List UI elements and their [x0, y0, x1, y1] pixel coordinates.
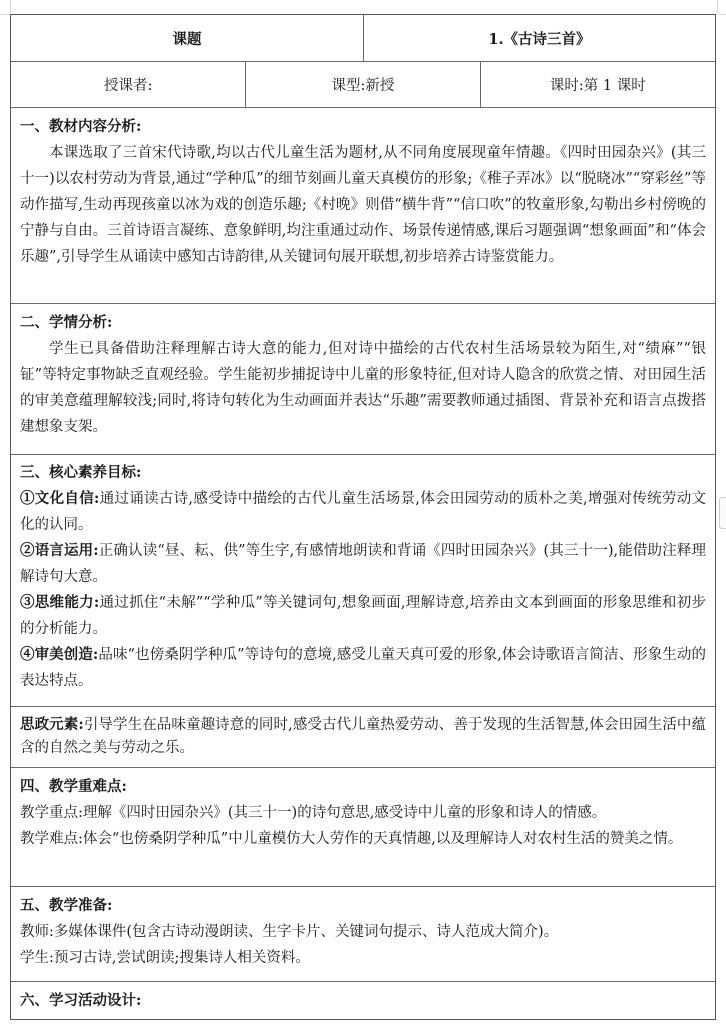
- section-heading: 二、学情分析:: [20, 314, 113, 331]
- section-heading: 四、教学重难点:: [20, 778, 127, 795]
- goal-text: 正确认读“昼、耘、供”等生字,有感情地朗读和背诵《四时田园杂兴》(其三十一),能借助注释理解诗句大意。: [20, 543, 707, 585]
- page-corner-left: [0, 0, 11, 15]
- lesson-period-field: 课时:第 1 课时: [480, 62, 715, 107]
- title-row: [11, 15, 715, 62]
- section-key-points: [11, 768, 715, 887]
- teaching-difficulty: 教学难点:体会“也傍桑阴学种瓜”中儿童模仿大人劳作的天真情趣,以及理解诗人对农村生活的赞美之情。: [20, 831, 683, 847]
- goal-item: [20, 538, 706, 590]
- section-preparation: [11, 887, 715, 982]
- lesson-plan-table: [10, 14, 716, 1020]
- meta-row: [11, 62, 715, 108]
- goal-item: [20, 642, 706, 694]
- page-corner-right: [717, 0, 726, 15]
- goal-item: [20, 486, 706, 538]
- teaching-focus: 教学重点:理解《四时田园杂兴》(其三十一)的诗句意思,感受诗中儿童的形象和诗人的情感。: [20, 805, 607, 821]
- section-core-goals: [11, 455, 715, 707]
- goal-text: 通过抓住“未解”“学种瓜”等关键词句,想象画面,理解诗意,培养由文本到画面的形象思维和初步的分析能力。: [20, 595, 706, 637]
- section-heading: 五、教学准备:: [20, 897, 113, 914]
- teacher-preparation: 教师:多媒体课件(包含古诗动漫朗读、生字卡片、关键词句提示、诗人范成大简介)。: [20, 924, 559, 940]
- goal-text: 通过诵读古诗,感受诗中描绘的古代儿童生活场景,体会田园劳动的质朴之美,增强对传统劳动文化的认同。: [20, 491, 706, 533]
- section-heading: 六、学习活动设计:: [20, 992, 142, 1009]
- section-activities: [11, 982, 715, 1019]
- ideology-label: 思政元素:: [20, 716, 84, 733]
- section-ideology: [11, 707, 715, 768]
- section-content-analysis: [11, 108, 715, 304]
- lesson-type-field: 课型:新授: [245, 62, 479, 107]
- section-heading: 一、教材内容分析:: [20, 118, 142, 135]
- teacher-field: 授课者:: [103, 78, 153, 94]
- lesson-title-value: 1.《古诗三首》: [363, 15, 715, 61]
- goal-item: [20, 590, 706, 642]
- section-student-analysis: [11, 304, 715, 455]
- ideology-paragraph: [20, 713, 706, 760]
- section-heading: 三、核心素养目标:: [20, 464, 142, 481]
- goal-label: ③思维能力:: [20, 594, 100, 611]
- goal-label: ①文化自信:: [20, 490, 100, 507]
- goal-text: 品味“也傍桑阴学种瓜”等诗句的意境,感受儿童天真可爱的形象,体会诗歌语言简洁、形象生动的表达特点。: [20, 647, 706, 689]
- lesson-title-label: 课题: [172, 30, 202, 48]
- section-body: 本课选取了三首宋代诗歌,均以古代儿童生活为题材,从不同角度展现童年情趣。《四时田园杂兴》(其三十一)以农村劳动为背景,通过“学种瓜”的细节刻画儿童天真模仿的形象;《稚子弄冰》以“脱晓冰”“穿彩丝”等动作描写,生动再现孩童以冰为戏的创造乐趣;《村晚》则借“横牛背”“信口吹”的牧童形象,勾勒出乡村傍晚的宁静与自由。三首诗语言凝练、意象鲜明,均注重通过动作、场景传递情感,课后习题强调“想象画面”和“体会乐趣”,引导学生从诵读中感知古诗韵律,从关键词句展开联想,初步培养古诗鉴赏能力。: [20, 145, 706, 265]
- goal-label: ②语言运用:: [20, 542, 99, 559]
- ideology-text: 引导学生在品味童趣诗意的同时,感受古代儿童热爱劳动、善于发现的生活智慧,体会田园生活中蕴含的自然之美与劳动之乐。: [20, 717, 707, 756]
- student-preparation: 学生:预习古诗,尝试朗读;搜集诗人相关资料。: [20, 950, 310, 966]
- side-panel-handle[interactable]: [719, 497, 726, 529]
- section-body: 学生已具备借助注释理解古诗大意的能力,但对诗中描绘的古代农村生活场景较为陌生,对“绩麻”“银钲”等特定事物缺乏直观经验。学生能初步捕捉诗中儿童的形象特征,但对诗人隐含的欣赏之情、对田园生活的审美意蕴理解较浅;同时,将诗句转化为生动画面并表达“乐趣”需要教师通过插图、背景补充和语言点拨搭建想象支架。: [20, 341, 706, 435]
- goal-label: ④审美创造:: [20, 646, 99, 663]
